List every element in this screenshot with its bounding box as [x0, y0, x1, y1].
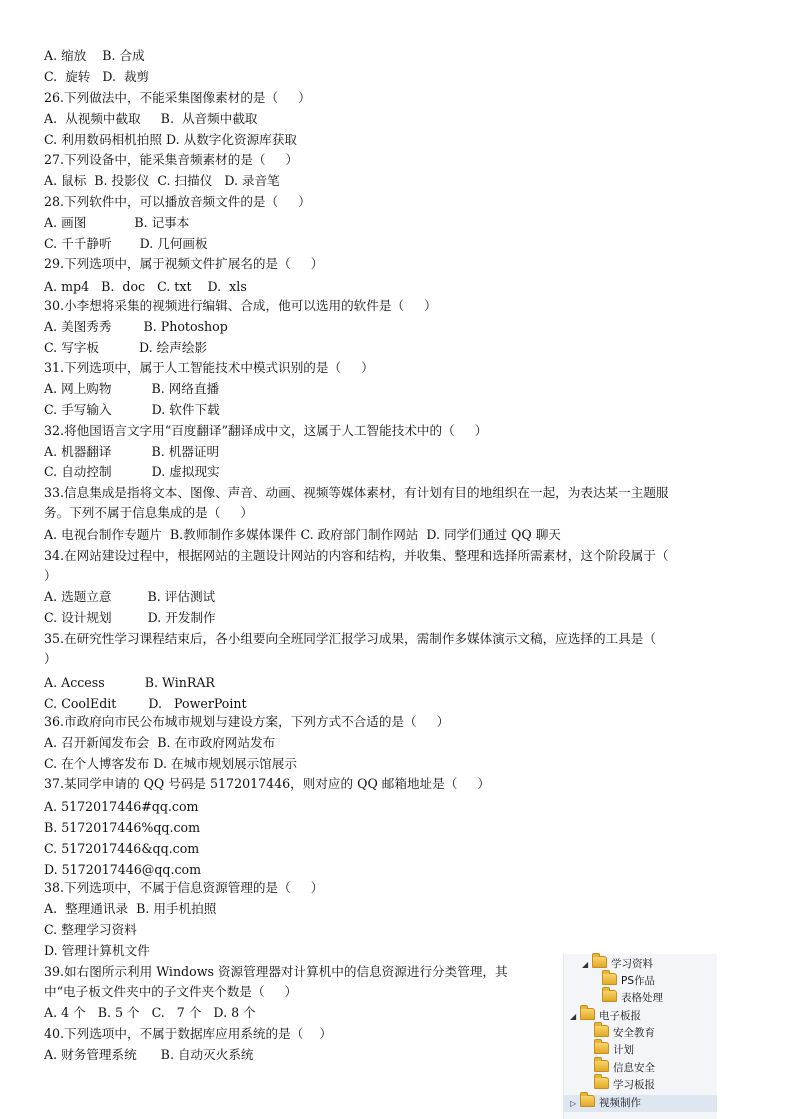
q29-question: 29.下列选项中，属于视频文件扩展名的是（ ）: [44, 256, 324, 271]
q28-options-ab: A. 画图 B. 记事本: [44, 215, 190, 230]
q37-question: 37.某同学申请的 QQ 号码是 5172017446，则对应的 QQ 邮箱地址是（ ）: [44, 776, 490, 791]
q38-option-d: D. 管理计算机文件: [44, 943, 150, 958]
tree-node-safety-education[interactable]: 安全教育: [594, 1025, 655, 1042]
q37-option-b: B. 5172017446%qq.com: [44, 820, 201, 835]
q30-question: 30.小李想将采集的视频进行编辑、合成，他可以选用的软件是（ ）: [44, 298, 437, 313]
folder-icon: [580, 1008, 595, 1020]
explorer-folder-tree: [563, 954, 717, 1119]
q36-options-ab: A. 召开新闻发布会 B. 在市政府网站发布: [44, 735, 276, 750]
q33-question-line1: 33.信息集成是指将文本、图像、声音、动画、视频等媒体素材，有计划有目的地组织在一起，为表达某一主题服: [44, 485, 669, 500]
q28-options-cd: C. 千千静听 D. 几何画板: [44, 236, 208, 251]
folder-icon: [594, 1077, 609, 1089]
q33-options: A. 电视台制作专题片 B.教师制作多媒体课件 C. 政府部门制作网站 D. 同学们通过 QQ 聊天: [44, 527, 561, 542]
tree-node-study-board[interactable]: 学习板报: [594, 1077, 655, 1094]
folder-icon: [594, 1042, 609, 1054]
q34-options-ab: A. 选题立意 B. 评估测试: [44, 589, 216, 604]
q30-options-ab: A. 美图秀秀 B. Photoshop: [44, 319, 228, 334]
folder-icon: [594, 1060, 609, 1072]
q25-options-cd: C. 旋转 D. 裁剪: [44, 69, 150, 84]
q38-options-ab: A. 整理通讯录 B. 用手机拍照: [44, 901, 217, 916]
folder-icon: [592, 956, 607, 968]
q32-options-cd: C. 自动控制 D. 虚拟现实: [44, 464, 220, 479]
q29-options: A. mp4 B. doc C. txt D. xls: [44, 279, 247, 294]
q37-option-c: C. 5172017446&qq.com: [44, 841, 200, 856]
q40-question: 40.下列选项中，不属于数据库应用系统的是（ ）: [44, 1026, 332, 1041]
q26-question: 26.下列做法中，不能采集图像素材的是（ ）: [44, 90, 311, 105]
q37-option-a: A. 5172017446#qq.com: [44, 799, 199, 814]
expanded-triangle-icon[interactable]: ◢: [570, 1012, 577, 1021]
q31-question: 31.下列选项中，属于人工智能技术中模式识别的是（ ）: [44, 360, 374, 375]
q32-question: 32.将他国语言文字用“百度翻译”翻译成中文，这属于人工智能技术中的（ ）: [44, 423, 488, 438]
q25-options-ab: A. 缩放 B. 合成: [44, 48, 145, 63]
q27-options: A. 鼠标 B. 投影仪 C. 扫描仪 D. 录音笔: [44, 173, 280, 188]
q35-question-line1: 35.在研究性学习课程结束后，各小组要向全班同学汇报学习成果，需制作多媒体演示文稿，应选择的工具是（: [44, 631, 656, 646]
q35-options-cd: C. CoolEdit D. PowerPoint: [44, 696, 247, 711]
q33-question-line2: 务。下列不属于信息集成的是（ ）: [44, 505, 253, 520]
q35-options-ab: A. Access B. WinRAR: [44, 675, 215, 690]
q28-question: 28.下列软件中，可以播放音频文件的是（ ）: [44, 194, 311, 209]
q31-options-ab: A. 网上购物 B. 网络直播: [44, 381, 220, 396]
expanded-triangle-icon[interactable]: ◢: [582, 960, 589, 969]
tree-node-study-materials[interactable]: ◢ 学习资料: [582, 956, 653, 973]
tree-node-ps-works[interactable]: PS作品: [602, 973, 655, 990]
q32-options-ab: A. 机器翻译 B. 机器证明: [44, 444, 220, 459]
q35-question-line2: ）: [44, 651, 57, 666]
q38-option-c: C. 整理学习资料: [44, 922, 137, 937]
collapsed-triangle-icon[interactable]: ▷: [570, 1099, 577, 1108]
q40-options-ab: A. 财务管理系统 B. 自动灭火系统: [44, 1047, 254, 1062]
tree-node-info-security[interactable]: 信息安全: [594, 1060, 655, 1077]
tree-node-video-production[interactable]: ▷ 视频制作: [564, 1095, 717, 1112]
q27-question: 27.下列设备中，能采集音频素材的是（ ）: [44, 152, 299, 167]
q34-question-line2: ）: [44, 568, 57, 583]
q36-question: 36.市政府向市民公布城市规划与建设方案，下列方式不合适的是（ ）: [44, 714, 450, 729]
q39-options: A. 4 个 B. 5 个 C. 7 个 D. 8 个: [44, 1005, 256, 1020]
q39-question-line2: 中“电子板文件夹中的子文件夹个数是（ ）: [44, 984, 298, 999]
tree-node-e-board[interactable]: ◢ 电子板报: [570, 1008, 641, 1025]
tree-node-table-processing[interactable]: 表格处理: [602, 990, 663, 1007]
q34-question-line1: 34.在网站建设过程中，根据网站的主题设计网站的内容和结构，并收集、整理和选择所需素材，这个阶段属于（: [44, 548, 669, 563]
tree-node-plan[interactable]: 计划: [594, 1042, 634, 1059]
q26-options-ab: A. 从视频中截取 B. 从音频中截取: [44, 111, 258, 126]
folder-icon: [580, 1095, 595, 1107]
folder-icon: [594, 1025, 609, 1037]
folder-icon: [602, 990, 617, 1002]
q36-options-cd: C. 在个人博客发布 D. 在城市规划展示馆展示: [44, 756, 297, 771]
q37-option-d: D. 5172017446@qq.com: [44, 862, 202, 877]
q39-question-line1: 39.如右图所示利用 Windows 资源管理器对计算机中的信息资源进行分类管理，其: [44, 964, 508, 979]
q38-question: 38.下列选项中，不属于信息资源管理的是（ ）: [44, 880, 324, 895]
q26-options-cd: C. 利用数码相机拍照 D. 从数字化资源库获取: [44, 132, 297, 147]
q34-options-cd: C. 设计规划 D. 开发制作: [44, 610, 216, 625]
folder-icon: [602, 973, 617, 985]
q31-options-cd: C. 手写输入 D. 软件下载: [44, 402, 220, 417]
q30-options-cd: C. 写字板 D. 绘声绘影: [44, 340, 208, 355]
